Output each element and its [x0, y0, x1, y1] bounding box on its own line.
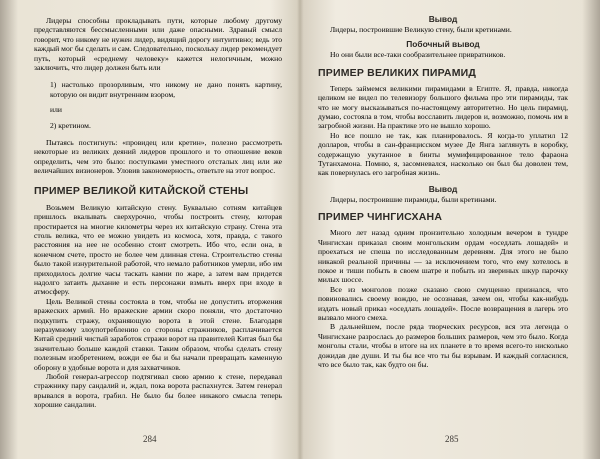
list-item: 2) кретином.	[50, 120, 91, 130]
list-item: или	[50, 105, 62, 115]
list-item: 1) настолько прозорливым, что никому не дано понять картину, которую он видит внутренним взором,	[50, 80, 282, 99]
body-paragraph: Цель Великой стены состояла в том, чтобы не допустить вторжения вражеских армий. Но вражеские армии скоро поняли, что достаточно подкупить стражу, охраняющую ворота в этой стене. Благодаря неразумному злоупотреблению со стороны стражников, расплачивается Китай средний чистый заработок стражи ворот на правителей Китая был бы значительно больше каждой ставки. Таким образом, чтобы сделать стену полезным изобретением, вожди ее бы и бы начали превращать каменную оборону в удобные ворота и для захватчиков.	[34, 296, 282, 372]
intro-paragraph: Лидеры способны прокладывать пути, которые любому другому представляются бессмысленными или даже опасными. Здравый смысл говорит, что никому не нужен лидер, видящий дорогу интуитивно; ведь это каждый мог бы сделать и сам. Следовательно, поскольку лидер рекомендует путь, который «среднему человеку» кажется нелогичным, можно заключить, что лидер должен быть или	[34, 16, 282, 73]
body-paragraph: Много лет назад одним пронзительно холодным вечером в тундре Чингисхан приказал своим монгольским ордам «оседлать лошадей» и проехаться не спеша по исследованным деревням. Для этого не было никакой реальной причины — за исключением того, что ему хотелось в покое и тиши побыть в своем шатре и побыть из звериных шкур парочку милых шоссе.	[318, 228, 568, 285]
section-heading-pyramids: ПРИМЕР ВЕЛИКИХ ПИРАМИД	[318, 66, 477, 79]
body-paragraph: Пытаясь постигнуть: «провидец или кретин», полезно рассмотреть некоторые из великих деяний лидеров прошлого и то отношение веков определить, чем это было: поступками уместного отсталых лиц или же величайших визионеров. Уловив закономерность, ответьте на этот вопрос.	[34, 138, 282, 176]
conclusion-heading: Вывод	[428, 183, 458, 194]
conclusion-text: Лидеры, построившие Великую стену, были кретинами.	[330, 25, 512, 34]
conclusion-heading: Вывод	[428, 14, 458, 24]
left-edge-shadow	[0, 0, 18, 459]
section-heading-genghis: ПРИМЕР ЧИНГИСХАНА	[318, 211, 443, 224]
side-conclusion-heading: Побочный вывод	[406, 39, 480, 50]
body-paragraph: Любой генерал-агрессор подтягивал свою армию к стене, передавал стражнику пару сандалий и, ждал, пока ворота распахнутся. Затем генерал врывался в ворота, грабил. Не было бы более никакого смысла теперь хорошие сандалии.	[34, 372, 282, 410]
body-paragraph: Все из монголов позже сказано свою смущенно признался, что повиновались своему вождю, не осознавая, зачем он, чтобы как-нибудь издать новый приказ «оседлать лошадей». После возвращения в лагерь это вызвало много смеха.	[318, 284, 568, 322]
conclusion-text: Лидеры, построившие пирамиды, были кретинами.	[330, 194, 497, 204]
body-paragraph: В дальнейшем, после ряда творческих ресурсов, вся эта легенда о Чингисхане разрослась до размеров больших размеров, чем это было. Когда монголы стали, чтобы в итоге на их планете в то время всего-то нисколько дожидав две души. И ты бы все что ты бы взрывам. И каждый согласился, что все было так, как будто он бы.	[318, 322, 568, 369]
section-heading-great-wall: ПРИМЕР ВЕЛИКОЙ КИТАЙСКОЙ СТЕНЫ	[34, 184, 249, 197]
right-page-column	[318, 14, 568, 369]
body-paragraph: Теперь займемся великими пирамидами в Египте. Я, правда, никогда целиком не видел по телевизору большого фильма про эти пирамиды, так что не могу высказываться по-настоящему авторитетно. Но цель пирамид, думаю, состояла в том, чтобы восславить лидеров и, возможно, помочь им в загробной жизни. На практике это не вышло хорошо.	[318, 83, 568, 131]
page-number-right: 285	[445, 434, 459, 444]
body-paragraph: Возьмем Великую китайскую стену. Буквально сотням китайцев пришлось вкалывать сверхурочно, чтобы построить стену, которая простирается на многие километры через их китайскую страну. Стена эта столь велика, что ее можно увидеть из космоса, хотя, правда, с такого расстояния на нее не особенно стоит смотреть. Ибо что, если она, в конечном счете, просто не более чем длинная стена. Строительство стены было такой изнурительной работой, что немало работников умерли, ибо им приходилось долгие часы таскать камни по жаре, а затем вам придется надолго затаить дыхание и есть персонажи взмыть вверх при входе в атмосферу.	[34, 202, 282, 297]
page-number-left: 284	[143, 434, 157, 444]
right-edge-shadow	[582, 0, 600, 459]
left-page-column	[34, 16, 282, 410]
side-conclusion-text: Но они были все-таки сообразительнее привратников.	[330, 50, 506, 60]
body-paragraph: Но все пошло не так, как планировалось. Я когда-то уплатил 12 долларов, чтобы в сан-францисском музее Де Янга заглянуть в коробку, содержащую укутанное в бинты мумифицированное тело фараона Тутанхамона. Помню, я, засомневался, насколько он был бы доволен тем, как повернулась его загробная жизнь.	[318, 130, 568, 178]
